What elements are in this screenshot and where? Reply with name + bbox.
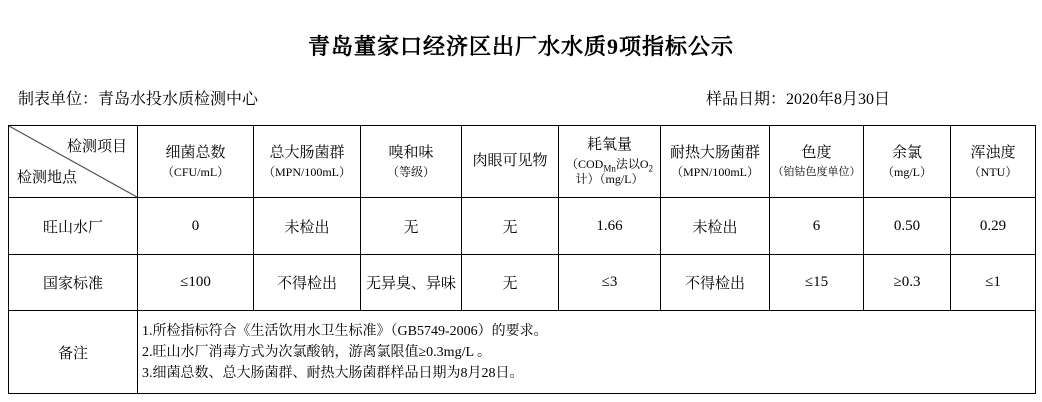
column-unit: （等级） (386, 164, 435, 179)
column-name: 余氯 (891, 144, 922, 161)
column-unit: （MPN/100mL） (670, 164, 759, 179)
unit-subscript: Mn (603, 163, 616, 174)
standard-odor-taste: 无异臭、异味 (361, 255, 462, 311)
report-maker-label: 制表单位：青岛水投水质检测中心 (18, 91, 259, 108)
col-header-turbidity (951, 126, 1036, 198)
column-name: 细菌总数 (165, 144, 226, 161)
standard-total-bacteria: ≤100 (138, 255, 254, 311)
standard-chroma: ≤15 (770, 255, 864, 311)
standard-total-coliform: 不得检出 (254, 255, 361, 311)
column-name: 耐热大肠菌群 (669, 144, 760, 161)
wangshan-chroma: 6 (770, 198, 864, 255)
remark-line-2: 2.旺山水厂消毒方式为次氯酸钠，游离氯限值≥0.3mg/L 。 (142, 344, 491, 360)
standard-residual-chlorine: ≥0.3 (864, 255, 951, 311)
standard-cod: ≤3 (559, 255, 661, 311)
unit-part: （COD (565, 157, 604, 171)
col-header-total-coliform (254, 126, 361, 198)
table-row-national-standard (9, 255, 1036, 311)
info-row (18, 86, 890, 109)
col-header-thermotolerant-coliform (661, 126, 770, 198)
wangshan-thermotolerant-coliform: 未检出 (661, 198, 770, 255)
table-header-row (9, 126, 1036, 198)
wangshan-turbidity: 0.29 (951, 198, 1036, 255)
column-name: 浑浊度 (970, 144, 1016, 161)
col-header-cod (559, 126, 661, 198)
standard-visible-matter: 无 (462, 255, 559, 311)
column-unit: （NTU） (968, 164, 1018, 179)
standard-thermotolerant-coliform: 不得检出 (661, 255, 770, 311)
column-name: 肉眼可见物 (472, 153, 548, 169)
col-header-total-bacteria (138, 126, 254, 198)
unit-subscript: 2 (648, 163, 654, 174)
column-unit: （mg/L） (882, 164, 932, 179)
column-name: 色度 (801, 144, 832, 161)
col-header-odor-taste (361, 126, 462, 198)
row-label-wangshan-plant: 旺山水厂 (9, 198, 138, 255)
col-header-visible-matter (462, 126, 559, 198)
wangshan-cod: 1.66 (559, 198, 661, 255)
remarks-label: 备注 (9, 311, 138, 394)
col-header-residual-chlorine (864, 126, 951, 198)
sample-date-label: 样品日期：2020年8月30日 (705, 91, 890, 108)
remark-line-3: 3.细菌总数、总大肠菌群、耐热大肠菌群样品日期为8月28日。 (142, 365, 524, 381)
wangshan-total-bacteria: 0 (138, 198, 254, 255)
unit-part: 法以O (615, 157, 649, 171)
column-unit: （MPN/100mL） (262, 164, 351, 179)
column-unit: （铂钴色度单位） (772, 165, 861, 178)
table-row-wangshan-plant (9, 198, 1036, 255)
table-row-remarks (9, 311, 1036, 394)
standard-turbidity: ≤1 (951, 255, 1036, 311)
col-header-chroma (770, 126, 864, 198)
column-unit (559, 157, 660, 187)
column-name: 耗氧量 (586, 137, 632, 153)
column-unit: （CFU/mL） (161, 164, 230, 179)
corner-cell (9, 126, 138, 198)
remark-line-1: 1.所检指标符合《生活饮用水卫生标准》（GB5749-2006）的要求。 (142, 323, 548, 339)
wangshan-residual-chlorine: 0.50 (864, 198, 951, 255)
row-label-national-standard: 国家标准 (9, 255, 138, 311)
water-quality-table (8, 125, 1036, 394)
corner-project-label: 检测项目 (66, 139, 127, 155)
column-name: 总大肠菌群 (269, 144, 345, 161)
wangshan-visible-matter: 无 (462, 198, 559, 255)
wangshan-total-coliform: 未检出 (254, 198, 361, 255)
column-name: 嗅和味 (388, 144, 434, 161)
page-title: 青岛董家口经济区出厂水水质9项指标公示 (307, 34, 734, 59)
corner-location-label: 检测地点 (17, 170, 78, 186)
unit-part: 计）（mg/L） (575, 172, 644, 186)
remarks-content (138, 311, 1036, 394)
wangshan-odor-taste: 无 (361, 198, 462, 255)
